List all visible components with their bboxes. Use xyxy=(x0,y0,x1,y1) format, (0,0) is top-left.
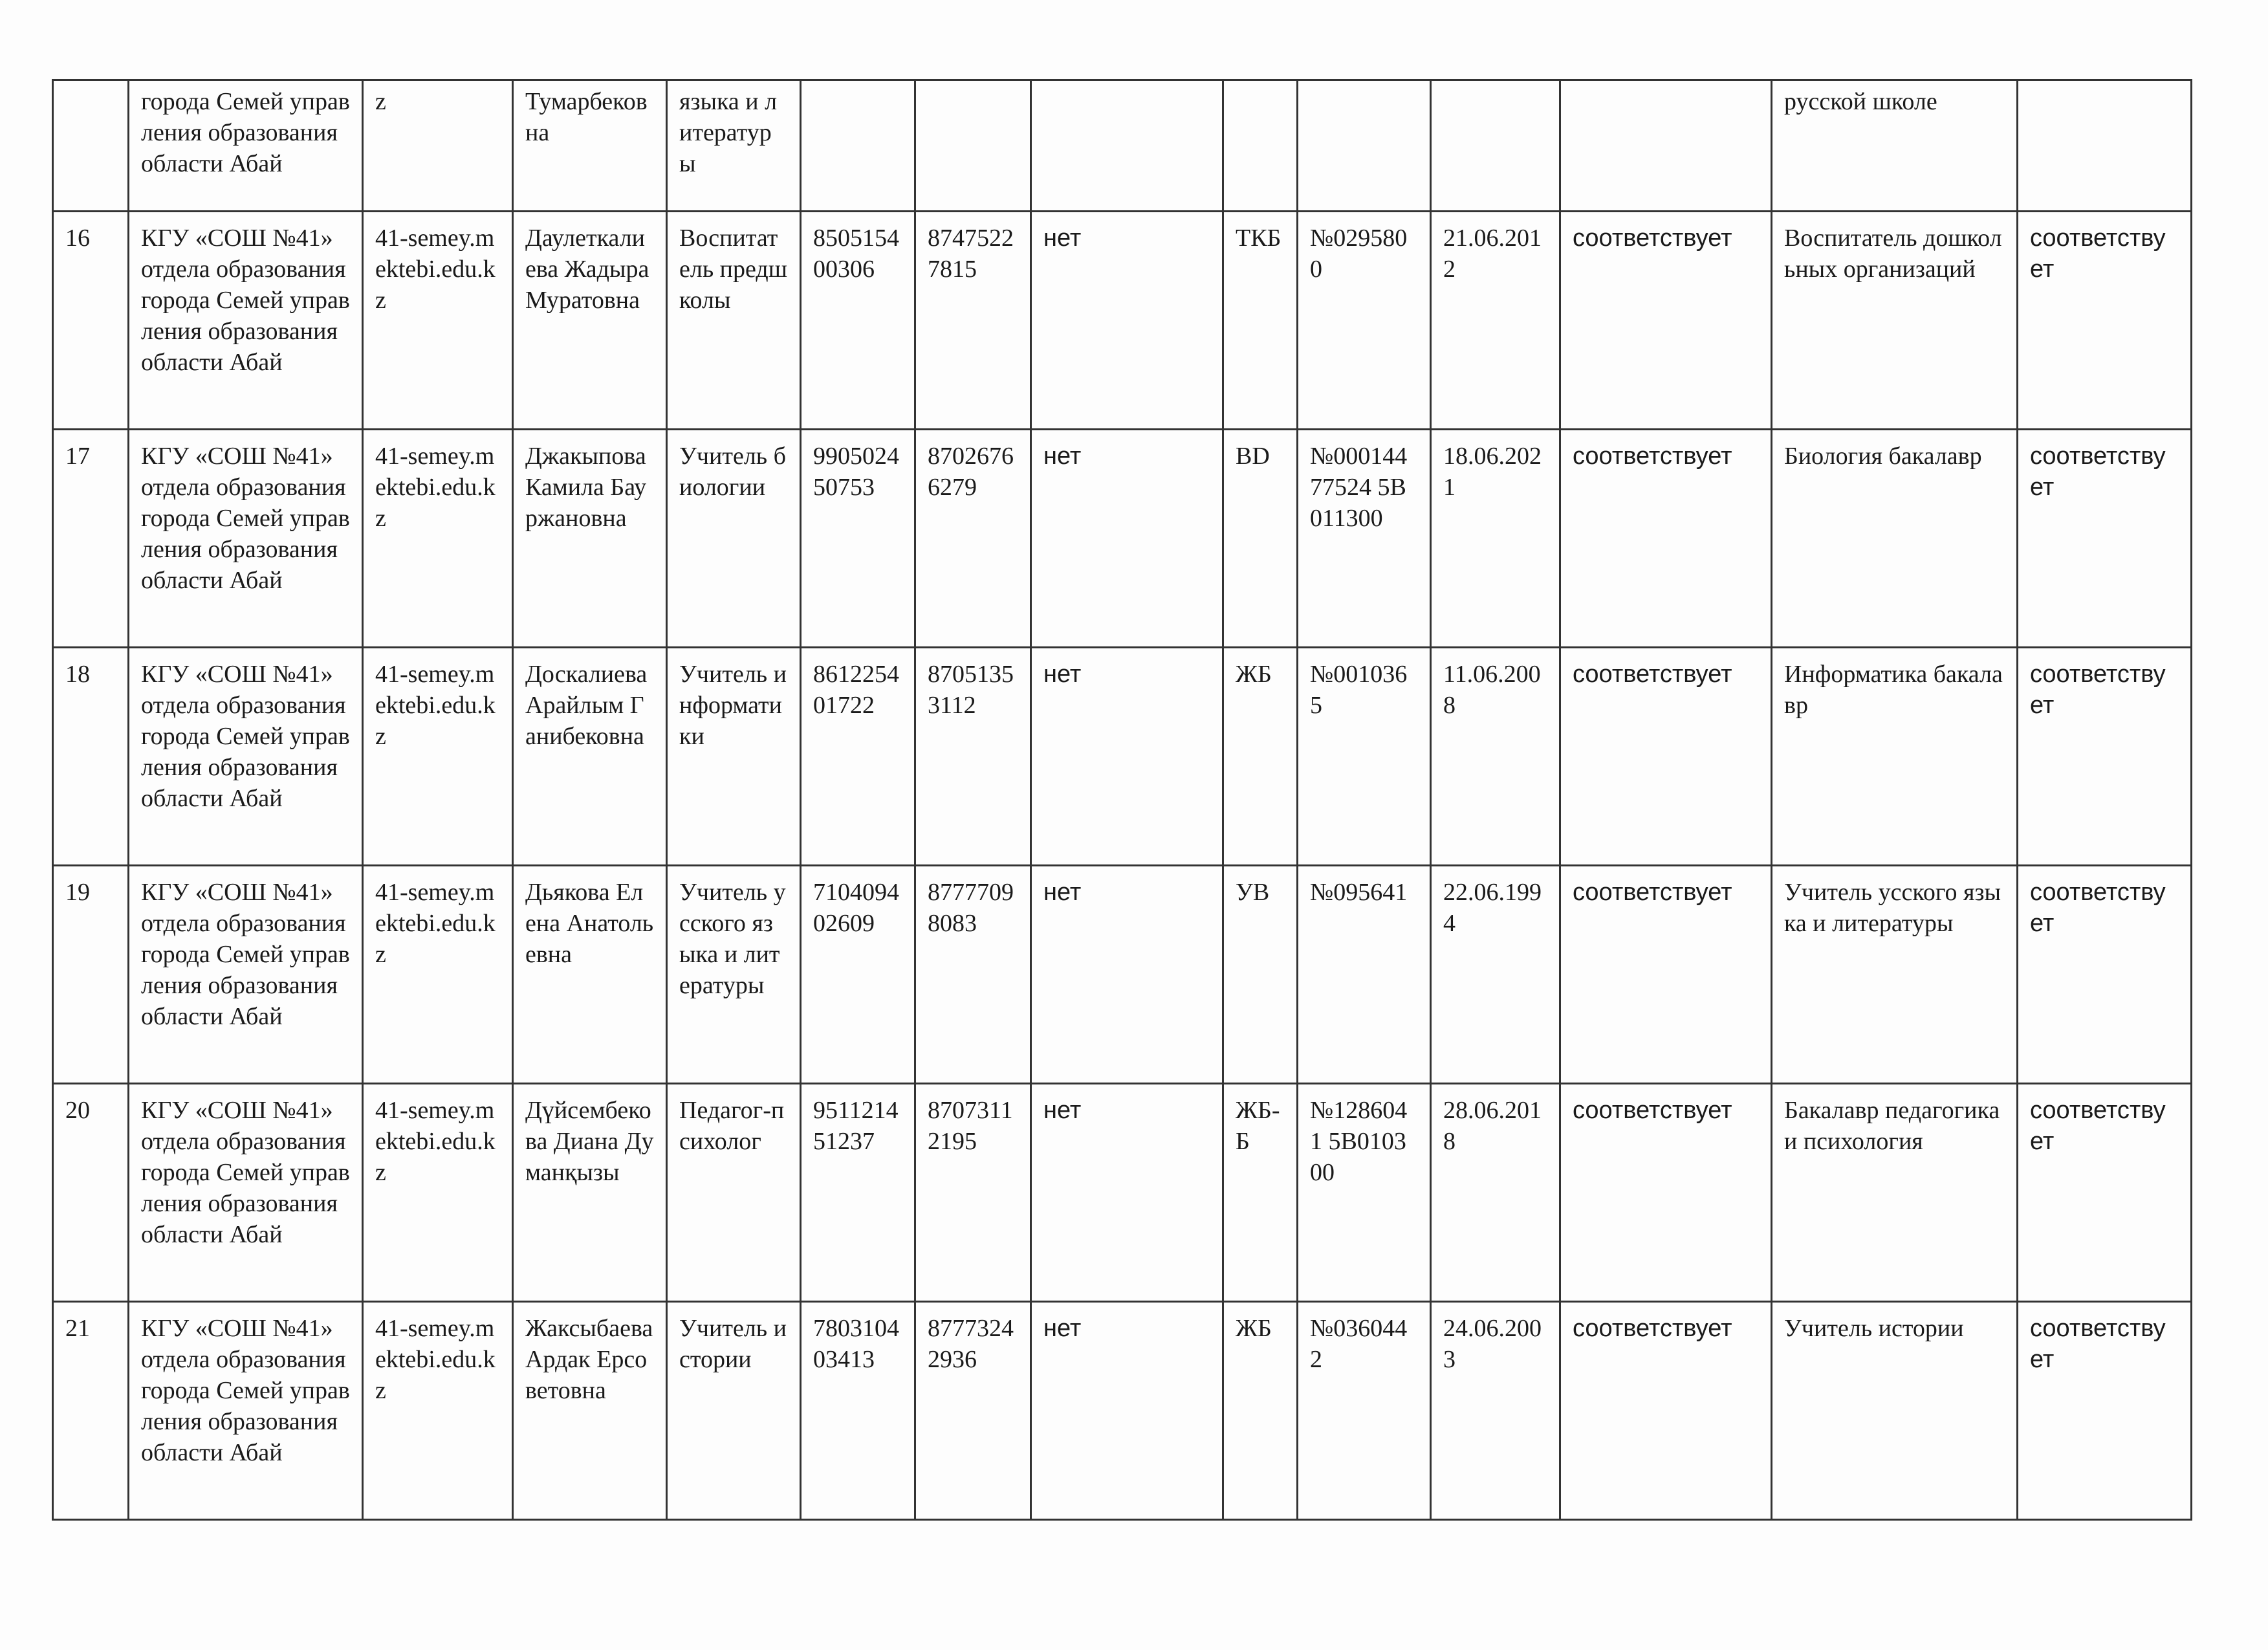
cell-iin: 861225401722 xyxy=(801,648,915,866)
cell-diploma-series: ЖБ-Б xyxy=(1223,1084,1298,1302)
table-row xyxy=(53,866,2192,1084)
cell-compliance xyxy=(1560,80,1772,212)
cell-num: 20 xyxy=(53,1084,129,1302)
cell-date: 28.06.2018 xyxy=(1431,1084,1560,1302)
cell-status xyxy=(1031,80,1223,212)
cell-match: соответствует xyxy=(2018,866,2192,1084)
cell-diploma-number xyxy=(1298,80,1431,212)
cell-iin xyxy=(801,80,915,212)
cell-num xyxy=(53,80,129,212)
table-body xyxy=(53,80,2192,1520)
staff-table xyxy=(52,79,2192,1521)
cell-phone: 87777098083 xyxy=(915,866,1031,1084)
cell-phone: 87051353112 xyxy=(915,648,1031,866)
cell-iin: 850515400306 xyxy=(801,212,915,430)
cell-position: языка и литературы xyxy=(667,80,801,212)
cell-position: Учитель информатики xyxy=(667,648,801,866)
cell-specialty: Биология бакалавр xyxy=(1772,430,2018,648)
cell-position: Воспитатель предшколы xyxy=(667,212,801,430)
cell-diploma-number: №0010365 xyxy=(1298,648,1431,866)
table-row xyxy=(53,430,2192,648)
table-row xyxy=(53,1302,2192,1520)
cell-school: города Семей управления образования области Абай xyxy=(129,80,363,212)
cell-num: 21 xyxy=(53,1302,129,1520)
cell-specialty: Воспитатель дошкольных организаций xyxy=(1772,212,2018,430)
cell-specialty: Бакалавр педагогика и психология xyxy=(1772,1084,2018,1302)
cell-compliance: соответствует xyxy=(1560,648,1772,866)
cell-status: нет xyxy=(1031,1302,1223,1520)
cell-compliance: соответствует xyxy=(1560,430,1772,648)
cell-diploma-series xyxy=(1223,80,1298,212)
table-row xyxy=(53,212,2192,430)
cell-status: нет xyxy=(1031,648,1223,866)
cell-match xyxy=(2018,80,2192,212)
cell-diploma-series: BD xyxy=(1223,430,1298,648)
cell-num: 19 xyxy=(53,866,129,1084)
cell-date: 18.06.2021 xyxy=(1431,430,1560,648)
cell-school: КГУ «СОШ №41» отдела образования города Семей управления образования области Абай xyxy=(129,1084,363,1302)
cell-status: нет xyxy=(1031,212,1223,430)
cell-num: 16 xyxy=(53,212,129,430)
cell-date: 11.06.2008 xyxy=(1431,648,1560,866)
table-row xyxy=(53,1084,2192,1302)
table-row-continuation xyxy=(53,80,2192,212)
cell-compliance: соответствует xyxy=(1560,866,1772,1084)
cell-phone: 87773242936 xyxy=(915,1302,1031,1520)
cell-diploma-series: ЖБ xyxy=(1223,648,1298,866)
cell-diploma-number: №095641 xyxy=(1298,866,1431,1084)
cell-date: 24.06.2003 xyxy=(1431,1302,1560,1520)
cell-diploma-series: ЖБ xyxy=(1223,1302,1298,1520)
table-row xyxy=(53,648,2192,866)
cell-status: нет xyxy=(1031,1084,1223,1302)
cell-match: соответствует xyxy=(2018,430,2192,648)
cell-name: Джакыпова Камила Бауржановна xyxy=(513,430,667,648)
cell-compliance: соответствует xyxy=(1560,1084,1772,1302)
cell-specialty: Учитель усского языка и литературы xyxy=(1772,866,2018,1084)
cell-date: 21.06.2012 xyxy=(1431,212,1560,430)
cell-site: 41-semey.mektebi.edu.kz xyxy=(363,866,513,1084)
cell-phone: 87475227815 xyxy=(915,212,1031,430)
cell-site: z xyxy=(363,80,513,212)
cell-phone xyxy=(915,80,1031,212)
cell-date: 22.06.1994 xyxy=(1431,866,1560,1084)
cell-specialty: Учитель истории xyxy=(1772,1302,2018,1520)
cell-specialty: Информатика бакалавр xyxy=(1772,648,2018,866)
cell-iin: 990502450753 xyxy=(801,430,915,648)
cell-school: КГУ «СОШ №41» отдела образования города Семей управления образования области Абай xyxy=(129,866,363,1084)
cell-site: 41-semey.mektebi.edu.kz xyxy=(363,648,513,866)
cell-compliance: соответствует xyxy=(1560,212,1772,430)
cell-compliance: соответствует xyxy=(1560,1302,1772,1520)
cell-iin: 951121451237 xyxy=(801,1084,915,1302)
cell-name: Дьякова Елена Анатольевна xyxy=(513,866,667,1084)
cell-match: соответствует xyxy=(2018,1084,2192,1302)
cell-diploma-number: №00014477524 5В011300 xyxy=(1298,430,1431,648)
cell-school: КГУ «СОШ №41» отдела образования города Семей управления образования области Абай xyxy=(129,430,363,648)
cell-site: 41-semey.mektebi.edu.kz xyxy=(363,1084,513,1302)
cell-date xyxy=(1431,80,1560,212)
cell-school: КГУ «СОШ №41» отдела образования города Семей управления образования области Абай xyxy=(129,212,363,430)
cell-iin: 710409402609 xyxy=(801,866,915,1084)
cell-diploma-series: ТКБ xyxy=(1223,212,1298,430)
cell-diploma-series: УВ xyxy=(1223,866,1298,1084)
cell-name: Дүйсембекова Диана Думанқызы xyxy=(513,1084,667,1302)
cell-school: КГУ «СОШ №41» отдела образования города Семей управления образования области Абай xyxy=(129,648,363,866)
cell-match: соответствует xyxy=(2018,1302,2192,1520)
cell-diploma-number: №0295800 xyxy=(1298,212,1431,430)
cell-position: Учитель истории xyxy=(667,1302,801,1520)
cell-name: Даулеткалиева Жадыра Муратовна xyxy=(513,212,667,430)
cell-site: 41-semey.mektebi.edu.kz xyxy=(363,1302,513,1520)
cell-num: 17 xyxy=(53,430,129,648)
cell-num: 18 xyxy=(53,648,129,866)
cell-name: Доскалиева Арайлым Ганибековна xyxy=(513,648,667,866)
cell-name: Жаксыбаева Ардак Ерсоветовна xyxy=(513,1302,667,1520)
cell-status: нет xyxy=(1031,430,1223,648)
cell-position: Учитель усского языка и литературы xyxy=(667,866,801,1084)
cell-site: 41-semey.mektebi.edu.kz xyxy=(363,430,513,648)
cell-phone: 87073112195 xyxy=(915,1084,1031,1302)
cell-phone: 87026766279 xyxy=(915,430,1031,648)
cell-match: соответствует xyxy=(2018,212,2192,430)
cell-school: КГУ «СОШ №41» отдела образования города Семей управления образования области Абай xyxy=(129,1302,363,1520)
cell-site: 41-semey.mektebi.edu.kz xyxy=(363,212,513,430)
cell-match: соответствует xyxy=(2018,648,2192,866)
cell-position: Учитель биологии xyxy=(667,430,801,648)
cell-position: Педагог-психолог xyxy=(667,1084,801,1302)
cell-name: Тумарбековна xyxy=(513,80,667,212)
cell-diploma-number: №0360442 xyxy=(1298,1302,1431,1520)
cell-iin: 780310403413 xyxy=(801,1302,915,1520)
cell-specialty: русской школе xyxy=(1772,80,2018,212)
cell-status: нет xyxy=(1031,866,1223,1084)
cell-diploma-number: №1286041 5В010300 xyxy=(1298,1084,1431,1302)
